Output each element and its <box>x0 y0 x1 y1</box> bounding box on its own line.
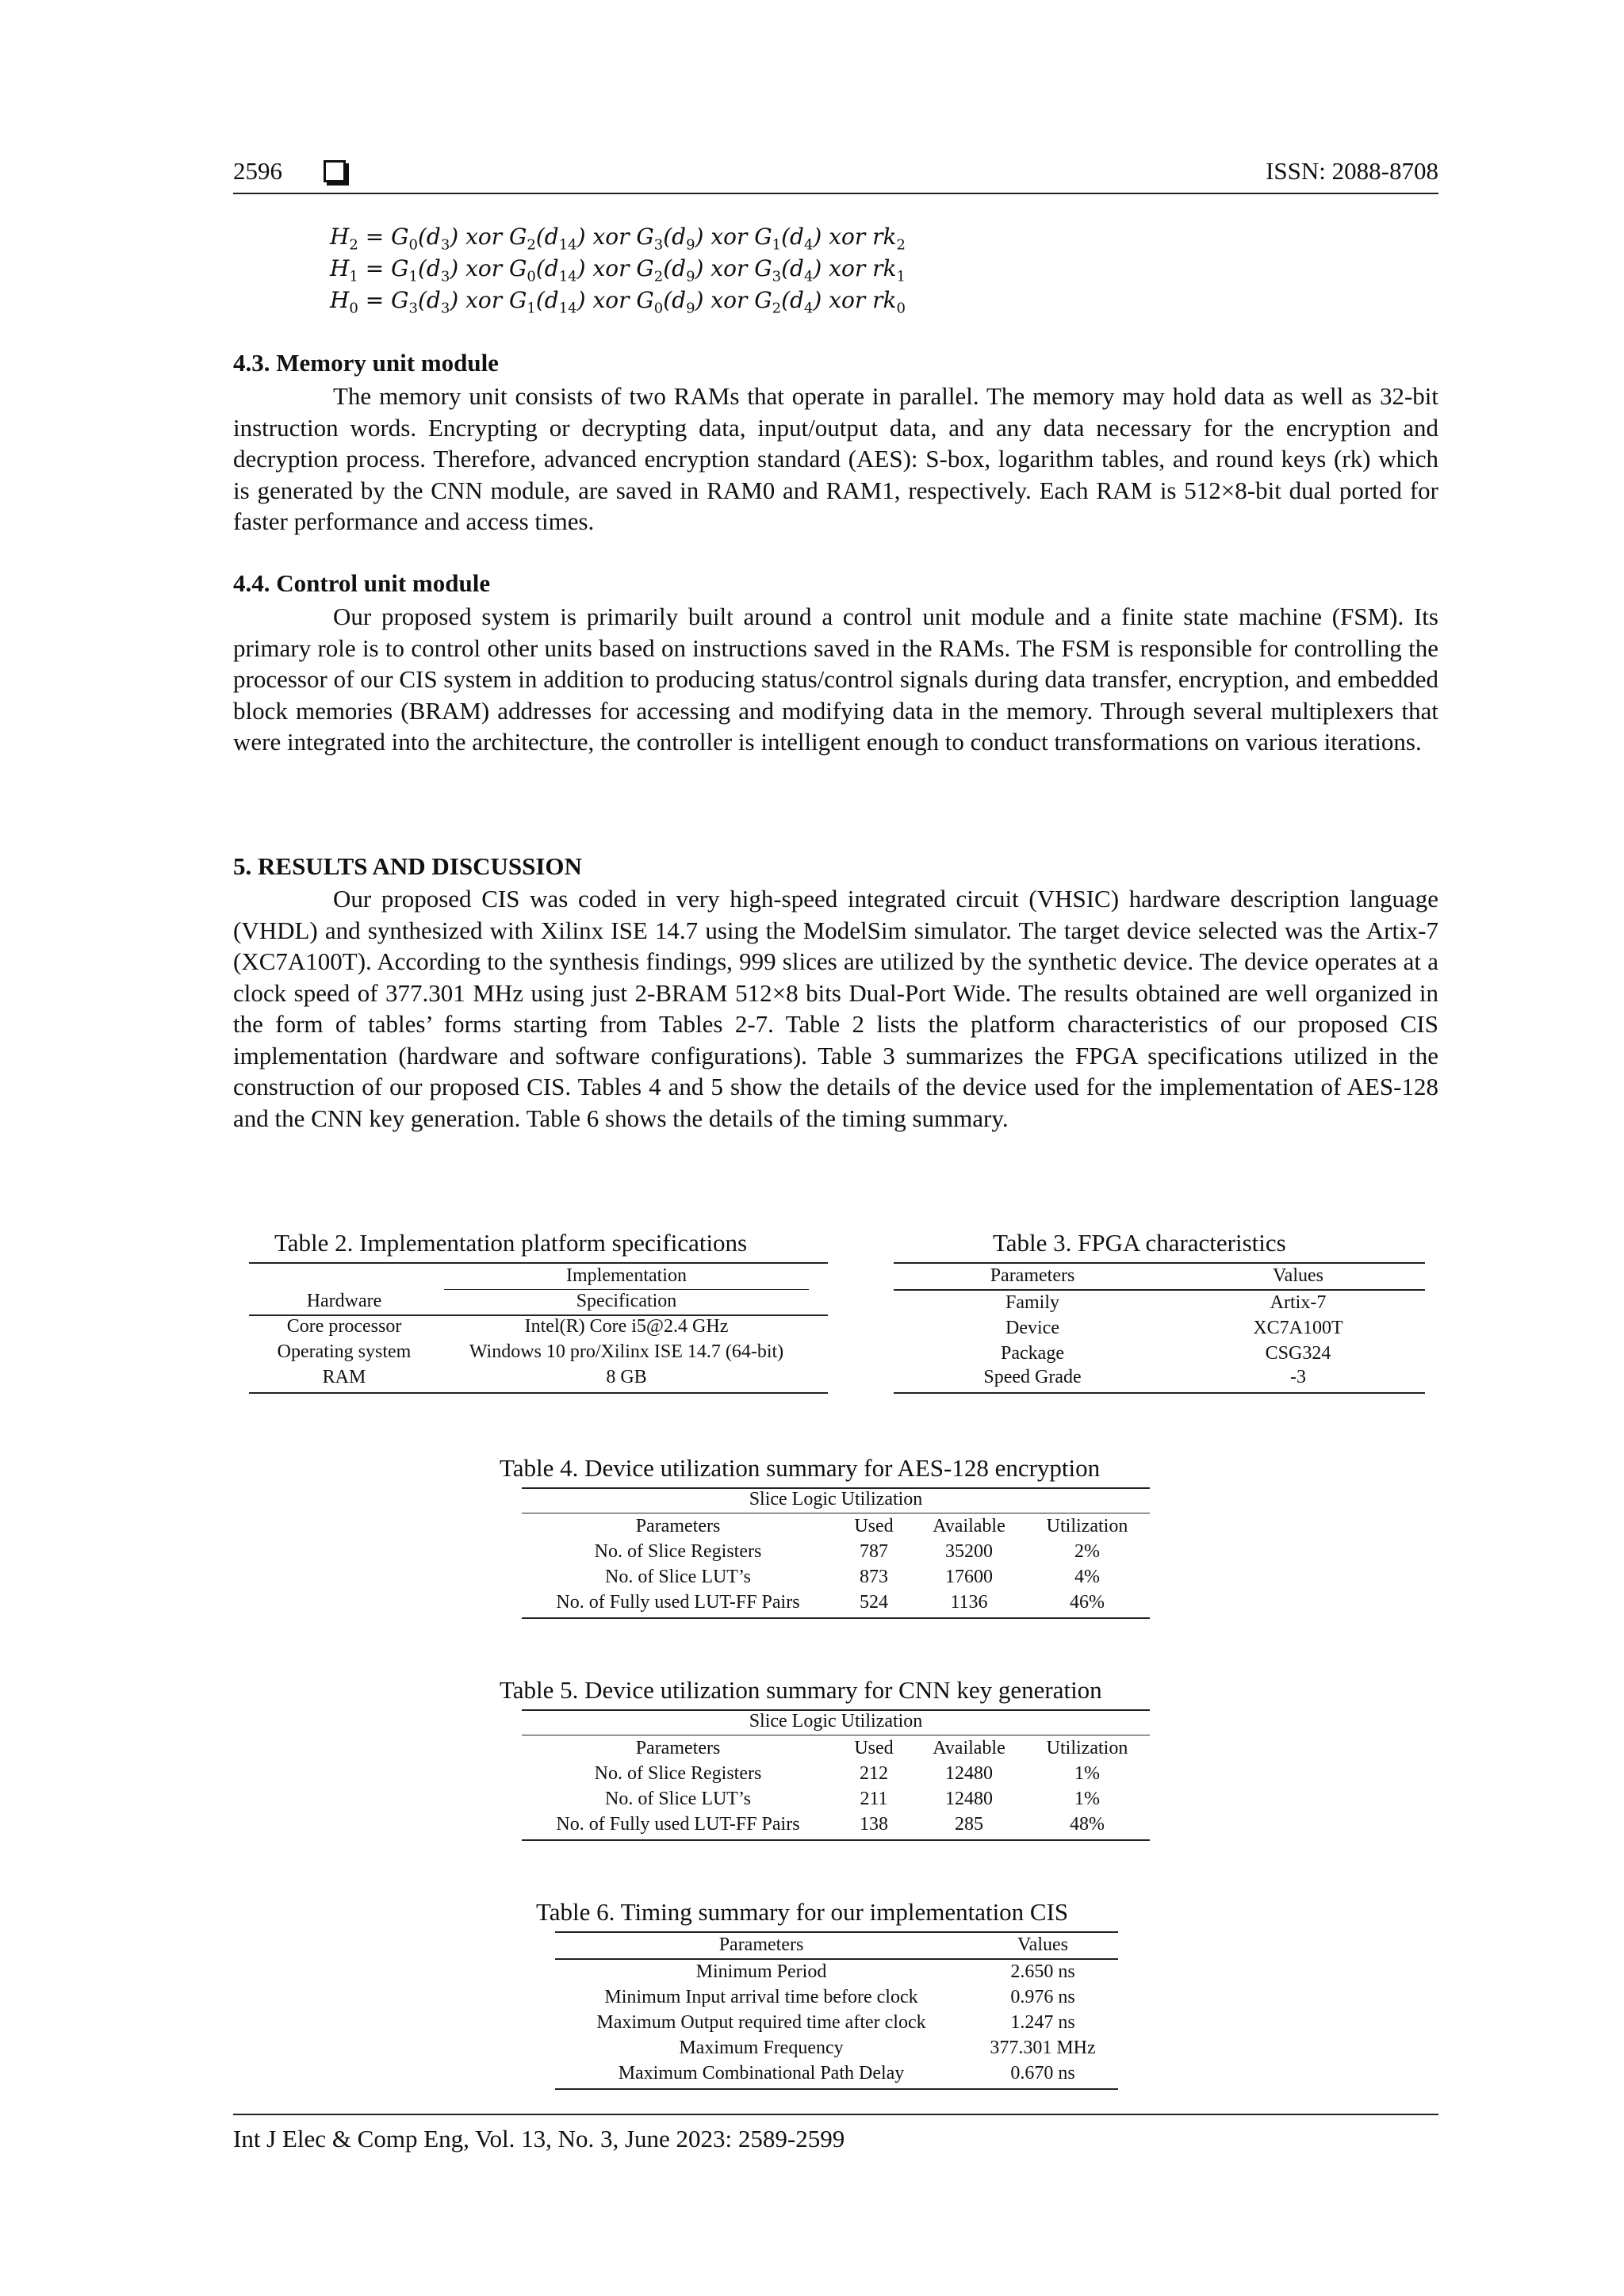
table3-row-2-value: CSG324 <box>1265 1343 1331 1364</box>
page-number: 2596 <box>233 157 282 185</box>
table6-row-1-value: 0.976 ns <box>1010 1987 1075 2007</box>
paragraph-memory: The memory unit consists of two RAMs that operate in parallel. The memory may hold data as well as 32-bit instruction words. Encrypting or decrypting data, input/output data, and any data necessary for the encryption and decryption process. Therefore, advanced encryption standard (AES): S-box, logarithm tables, and round keys (rk) which is generated by the CNN module, are saved in RAM0 and RAM1, respectively. Each RAM is 512×8-bit dual ported for faster performance and access times. <box>233 382 1438 535</box>
table4-col-used: Used <box>854 1516 894 1536</box>
table6-caption: Table 6. Timing summary for our implementation CIS <box>536 1898 1069 1926</box>
table6-row-4-param: Maximum Combinational Path Delay <box>618 2063 905 2084</box>
table3-header-rule <box>894 1289 1425 1291</box>
table4-group-header: Slice Logic Utilization <box>749 1489 923 1510</box>
header-rule <box>233 193 1438 194</box>
table6-row-0-param: Minimum Period <box>695 1961 827 1982</box>
table5-col-used: Used <box>854 1738 894 1758</box>
table5-row-0-available: 12480 <box>945 1763 993 1784</box>
table5-col-available: Available <box>933 1738 1005 1758</box>
table5-row-2-available: 285 <box>955 1814 983 1835</box>
table3-row-0-value: Artix-7 <box>1270 1292 1327 1313</box>
table2-row-1-hardware: Operating system <box>277 1341 412 1362</box>
table3-row-1-value: XC7A100T <box>1253 1318 1343 1338</box>
table5-row-2-param: No. of Fully used LUT-FF Pairs <box>556 1814 800 1835</box>
table2-row-0-hardware: Core processor <box>286 1316 402 1337</box>
table2-row-2-hardware: RAM <box>322 1367 366 1387</box>
table6-row-3-value: 377.301 MHz <box>990 2038 1096 2058</box>
table2-group-header: Implementation <box>566 1265 687 1286</box>
table6-top-rule <box>555 1931 1118 1933</box>
equation-h0: $H_0 = G_3(d_3)$ xor $G_1(d_{14})$ xor $G_0(d_9)$ xor $G_2(d_4)$ xor $rk_0$ <box>330 287 906 317</box>
table4-row-0-param: No. of Slice Registers <box>594 1541 762 1562</box>
table5-row-0-used: 212 <box>860 1763 888 1784</box>
table5-group-header: Slice Logic Utilization <box>749 1711 923 1732</box>
table5-row-2-used: 138 <box>860 1814 888 1835</box>
section-heading-control: 4.4. Control unit module <box>233 569 491 597</box>
table2-caption: Table 2. Implementation platform specifications <box>274 1229 748 1257</box>
table2-bottom-rule <box>249 1392 828 1394</box>
table4-row-2-available: 1136 <box>950 1592 988 1613</box>
table3-row-3-param: Speed Grade <box>983 1367 1082 1387</box>
table5-row-1-utilization: 1% <box>1074 1789 1100 1809</box>
table6-header-rule <box>555 1958 1118 1960</box>
table4-col-available: Available <box>933 1516 1005 1536</box>
square-bullet-icon <box>324 160 346 182</box>
table4-row-1-param: No. of Slice LUT’s <box>605 1567 751 1587</box>
paragraph-results: Our proposed CIS was coded in very high-speed integrated circuit (VHSIC) hardware description language (VHDL) and synthesized with Xilinx ISE 14.7 using the ModelSim simulator. The target device selected was the Artix-7 (XC7A100T). According to the synthesis findings, 999 slices are utilized by the synthetic device. The device operates at a clock speed of 377.301 MHz using just 2-BRAM 512×8 bits Dual-Port Wide. The results obtained are well organized in the form of tables’ forms starting from Tables 2-7. Table 2 lists the platform characteristics of our proposed CIS implementation (hardware and software configurations). Table 3 summarizes the FPGA specifications utilized in the construction of our proposed CIS. Tables 4 and 5 show the details of the device used for the implementation of AES-128 and the CNN key generation. Table 6 shows the details of the timing summary. <box>233 885 1438 1132</box>
table5-row-1-param: No. of Slice LUT’s <box>605 1789 751 1809</box>
table4-row-1-used: 873 <box>860 1567 888 1587</box>
table2-row-2-spec: 8 GB <box>606 1367 647 1387</box>
table3-bottom-rule <box>894 1392 1425 1394</box>
table5-row-2-utilization: 48% <box>1070 1814 1105 1835</box>
table4-caption: Table 4. Device utilization summary for AES-128 encryption <box>500 1454 1101 1482</box>
table6-row-2-value: 1.247 ns <box>1010 2012 1075 2033</box>
table2-row-0-spec: Intel(R) Core i5@2.4 GHz <box>524 1316 729 1337</box>
table3-row-1-param: Device <box>1005 1318 1059 1338</box>
table4-col-utilization: Utilization <box>1046 1516 1128 1536</box>
equation-h2: $H_2 = G_0(d_3)$ xor $G_2(d_{14})$ xor $G_3(d_9)$ xor $G_1(d_4)$ xor $rk_2$ <box>330 224 906 254</box>
table3-top-rule <box>894 1262 1425 1264</box>
equation-h1: $H_1 = G_1(d_3)$ xor $G_0(d_{14})$ xor $G_2(d_9)$ xor $G_3(d_4)$ xor $rk_1$ <box>330 255 906 285</box>
table4-row-1-available: 17600 <box>945 1567 993 1587</box>
table4-row-1-utilization: 4% <box>1074 1567 1100 1587</box>
table4-row-2-utilization: 46% <box>1070 1592 1105 1613</box>
table2-row-1-spec: Windows 10 pro/Xilinx ISE 14.7 (64-bit) <box>469 1341 784 1362</box>
section-heading-results: 5. RESULTS AND DISCUSSION <box>233 852 582 880</box>
table6-row-2-param: Maximum Output required time after clock <box>596 2012 926 2033</box>
table6-col-parameters: Parameters <box>718 1934 804 1955</box>
table2-top-rule <box>249 1262 828 1264</box>
table5-row-0-utilization: 1% <box>1074 1763 1100 1784</box>
table4-row-0-utilization: 2% <box>1074 1541 1100 1562</box>
footer-citation: Int J Elec & Comp Eng, Vol. 13, No. 3, June 2023: 2589-2599 <box>233 2125 845 2152</box>
table5-caption: Table 5. Device utilization summary for CNN key generation <box>500 1676 1102 1704</box>
table5-col-parameters: Parameters <box>635 1738 721 1758</box>
table6-row-4-value: 0.670 ns <box>1010 2063 1075 2084</box>
table6-row-3-param: Maximum Frequency <box>679 2038 844 2058</box>
table4-row-2-used: 524 <box>860 1592 888 1613</box>
table4-bottom-rule <box>522 1617 1150 1619</box>
table5-row-0-param: No. of Slice Registers <box>594 1763 762 1784</box>
issn: ISSN: 2088-8708 <box>1266 157 1438 185</box>
table4-col-parameters: Parameters <box>635 1516 721 1536</box>
table5-row-1-available: 12480 <box>945 1789 993 1809</box>
table5-bottom-rule <box>522 1839 1150 1841</box>
table2-col-hardware: Hardware <box>306 1291 382 1311</box>
table4-row-0-used: 787 <box>860 1541 888 1562</box>
table4-row-2-param: No. of Fully used LUT-FF Pairs <box>556 1592 800 1613</box>
table6-row-1-param: Minimum Input arrival time before clock <box>604 1987 918 2007</box>
paragraph-control: Our proposed system is primarily built around a control unit module and a finite state machine (FSM). Its primary role is to control other units based on instructions saved in the RAMs. The FSM is responsible for controlling the processor of our CIS system in addition to producing status/control signals during data transfer, encryption, and embedded block memories (BRAM) addresses for accessing and modifying data in the memory. Through several multiplexers that were integrated into the architecture, the controller is intelligent enough to conduct transformations on various iterations. <box>233 603 1438 756</box>
table6-row-0-value: 2.650 ns <box>1010 1961 1075 1982</box>
table3-col-values: Values <box>1273 1265 1323 1286</box>
table6-bottom-rule <box>555 2088 1118 2090</box>
table3-row-0-param: Family <box>1005 1292 1059 1313</box>
section-heading-memory: 4.3. Memory unit module <box>233 349 499 377</box>
table5-col-utilization: Utilization <box>1046 1738 1128 1758</box>
table6-col-values: Values <box>1017 1934 1068 1955</box>
table3-col-parameters: Parameters <box>990 1265 1075 1286</box>
table3-row-3-value: -3 <box>1290 1367 1306 1387</box>
table3-row-2-param: Package <box>1001 1343 1064 1364</box>
table4-row-0-available: 35200 <box>945 1541 993 1562</box>
table3-caption: Table 3. FPGA characteristics <box>993 1229 1286 1257</box>
table2-group-rule <box>444 1289 809 1290</box>
footer-rule <box>233 2114 1438 2115</box>
table5-row-1-used: 211 <box>860 1789 888 1809</box>
table2-col-specification: Specification <box>576 1291 677 1311</box>
